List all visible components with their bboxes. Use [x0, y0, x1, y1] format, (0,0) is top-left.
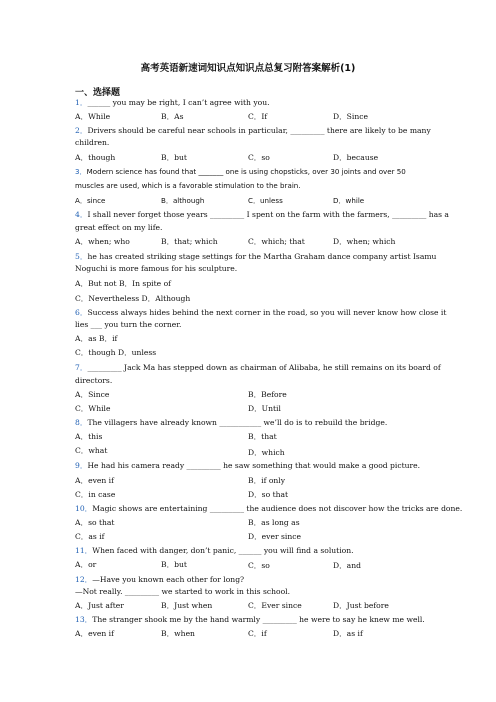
question-number: 13． — [75, 615, 93, 624]
question-number: 9． — [75, 461, 88, 470]
option-c[interactable]: C．if — [248, 629, 267, 638]
question-text: He had his camera ready _________ he saw something that would make a good picture. — [87, 461, 421, 470]
option-b[interactable]: B．that; which — [161, 237, 218, 246]
option-d[interactable]: D．Since — [333, 112, 368, 121]
option-a[interactable]: A．since — [75, 196, 106, 205]
option-d[interactable]: D．which — [248, 448, 285, 457]
question-number: 8． — [75, 418, 88, 427]
question-1 — [75, 98, 270, 108]
option-row-cd[interactable]: C．Nevertheless D．Although — [75, 294, 191, 303]
option-c[interactable]: C．what — [75, 446, 108, 455]
question-text: When faced with danger, don’t panic, ______ you will find a solution. — [92, 546, 354, 555]
option-d[interactable]: D．Just before — [333, 601, 389, 610]
option-c[interactable]: C．Ever since — [248, 601, 302, 610]
option-c[interactable]: C．If — [248, 112, 268, 121]
question-10 — [75, 504, 462, 514]
option-d[interactable]: D．ever since — [248, 532, 301, 541]
option-a[interactable]: A．when; who — [75, 237, 130, 246]
option-b[interactable]: B．but — [161, 560, 187, 569]
option-b[interactable]: B．Before — [248, 390, 287, 399]
question-text: he has created striking stage settings for the Martha Graham dance company artist Isamu — [87, 252, 437, 261]
question-7 — [75, 363, 441, 373]
option-c[interactable]: C．so — [248, 153, 270, 162]
option-a[interactable]: A．Just after — [75, 601, 124, 610]
option-a[interactable]: A．so that — [75, 518, 115, 527]
question-text: —Have you known each other for long? — [92, 575, 245, 584]
question-13 — [75, 615, 425, 625]
option-b[interactable]: B．if only — [248, 476, 286, 485]
option-b[interactable]: B．Just when — [161, 601, 213, 610]
option-c[interactable]: C．so — [248, 561, 270, 570]
option-d[interactable]: D．because — [333, 153, 379, 162]
option-b[interactable]: B．As — [161, 112, 184, 121]
question-3 — [75, 167, 406, 177]
question-text-continued: Noguchi is more famous for his sculpture. — [75, 264, 238, 273]
question-text-continued: great effect on my life. — [75, 223, 163, 232]
question-11 — [75, 546, 354, 556]
option-b[interactable]: B．when — [161, 629, 195, 638]
question-text: Magic shows are entertaining _________ the audience does not discover how the tricks are done. — [92, 504, 463, 513]
option-a[interactable]: A．Since — [75, 390, 110, 399]
option-b[interactable]: B．although — [161, 196, 205, 205]
option-d[interactable]: D．as if — [333, 629, 363, 638]
question-4 — [75, 210, 449, 220]
question-text: The stranger shook me by the hand warmly _________ he were to say he knew me well. — [92, 615, 425, 624]
question-8 — [75, 418, 387, 428]
question-9 — [75, 461, 420, 471]
question-number: 1． — [75, 98, 88, 107]
option-b[interactable]: B．as long as — [248, 518, 300, 527]
option-c[interactable]: C．in case — [75, 490, 116, 499]
option-row-ab[interactable]: A．as B．if — [75, 334, 118, 343]
question-text: Success always hides behind the next corner in the road, so you will never know how close it — [87, 308, 447, 317]
question-number: 10． — [75, 504, 93, 513]
question-12 — [75, 575, 244, 585]
question-text: Modern science has found that _______ one is using chopsticks, over 30 joints and over 50 — [86, 167, 406, 176]
option-c[interactable]: C．unless — [248, 196, 283, 205]
question-2 — [75, 126, 431, 136]
document-title: 高考英语新速词知识点知识点总复习附答案解析(1) — [140, 63, 356, 74]
question-number: 11． — [75, 546, 93, 555]
option-d[interactable]: D．and — [333, 561, 361, 570]
option-a[interactable]: A．even if — [75, 476, 114, 485]
section-heading: 一、选择题 — [75, 88, 121, 98]
question-number: 6． — [75, 308, 88, 317]
question-text-continued: muscles are used, which is a favorable stimulation to the brain. — [75, 181, 301, 190]
option-d[interactable]: D．while — [333, 196, 365, 205]
option-c[interactable]: C．While — [75, 404, 111, 413]
question-number: 7． — [75, 363, 88, 372]
question-6 — [75, 308, 446, 318]
option-a[interactable]: A．this — [75, 432, 103, 441]
question-number: 3． — [75, 167, 87, 176]
question-text: _________ Jack Ma has stepped down as chairman of Alibaba, he still remains on its board of — [87, 363, 441, 372]
question-text-continued: lies ___ you turn the corner. — [75, 320, 182, 329]
option-b[interactable]: B．that — [248, 432, 277, 441]
option-row-cd[interactable]: C．though D．unless — [75, 348, 157, 357]
option-a[interactable]: A．even if — [75, 629, 114, 638]
question-text: The villagers have already known ___________ we’ll do is to rebuild the bridge. — [87, 418, 388, 427]
option-b[interactable]: B．but — [161, 153, 187, 162]
question-number: 4． — [75, 210, 88, 219]
option-a[interactable]: A．While — [75, 112, 111, 121]
question-number: 12． — [75, 575, 93, 584]
question-text-continued: children. — [75, 138, 110, 147]
question-text: Drivers should be careful near schools in particular, _________ there are likely to be many — [87, 126, 431, 135]
option-c[interactable]: C．which; that — [248, 237, 305, 246]
option-a[interactable]: A．or — [75, 560, 97, 569]
option-c[interactable]: C．as if — [75, 532, 105, 541]
option-d[interactable]: D．when; which — [333, 237, 396, 246]
option-row-ab[interactable]: A．But not B．In spite of — [75, 279, 171, 288]
question-number: 5． — [75, 252, 88, 261]
question-5 — [75, 252, 436, 262]
question-text: ______ you may be right, I can’t agree with you. — [87, 98, 270, 107]
option-d[interactable]: D．so that — [248, 490, 289, 499]
question-text: I shall never forget those years _________ I spent on the farm with the farmers, _________ has a — [87, 210, 449, 219]
question-text-continued: directors. — [75, 376, 113, 385]
option-a[interactable]: A．though — [75, 153, 116, 162]
question-text-continued: —Not really. _________ we started to work in this school. — [75, 587, 291, 596]
question-number: 2． — [75, 126, 88, 135]
option-d[interactable]: D．Until — [248, 404, 281, 413]
